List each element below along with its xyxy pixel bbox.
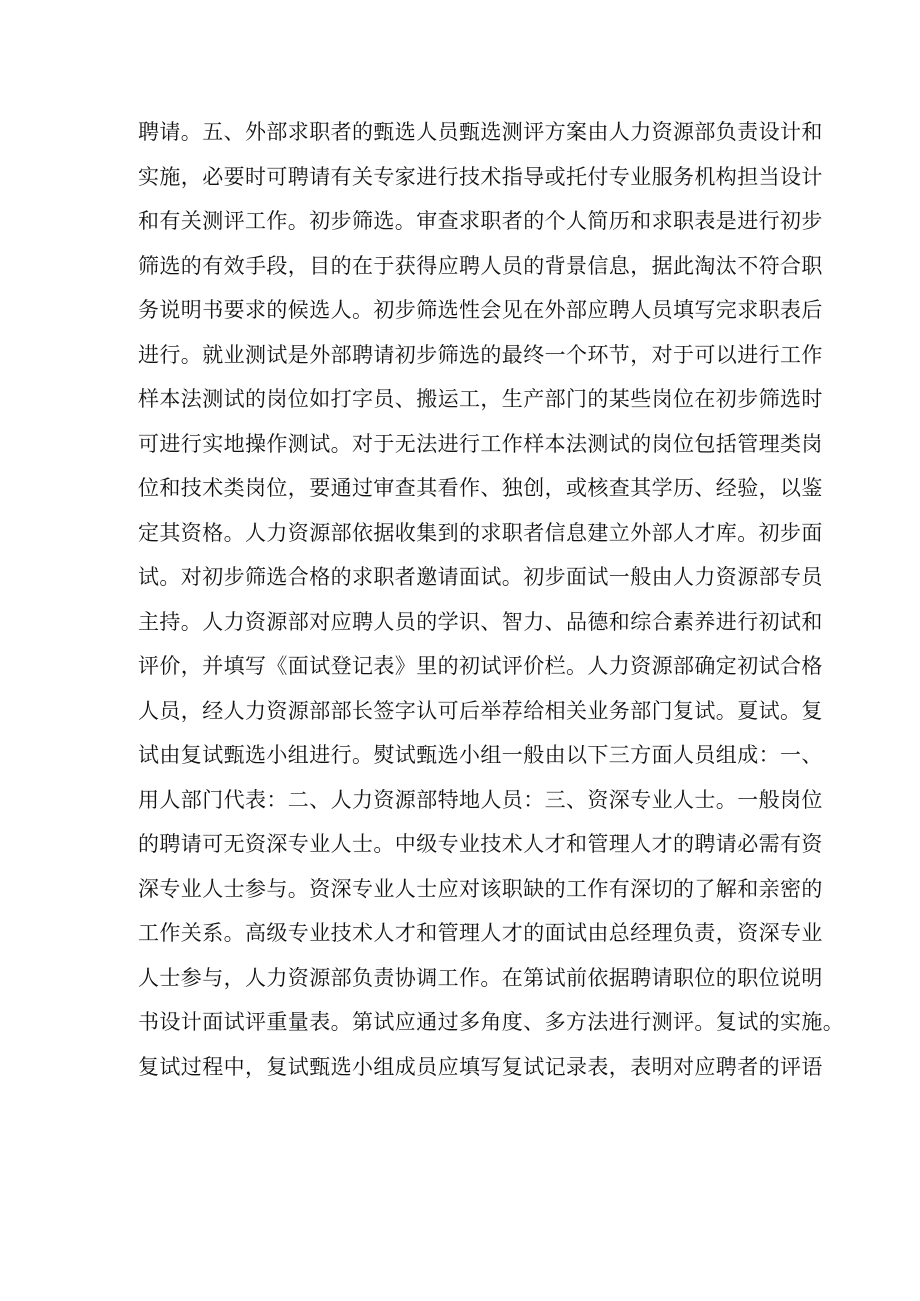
text-line: 复试过程中，复试甄选小组成员应填写复试记录表，表明对应聘者的评语	[138, 1054, 823, 1079]
text-line: 人士参与，人力资源部负责协调工作。在第试前依据聘请职位的职位说明	[138, 965, 823, 990]
text-line: 书设计面试评重量表。第试应通过多角度、多方法进行测评。复试的实施。	[138, 1010, 845, 1034]
text-line: 样本法测试的岗位如打字员、搬运工，生产部门的某些岗位在初步筛选时	[138, 387, 823, 411]
text-line: 人员，经人力资源部部长签字认可后举荐给相关业务部门复试。夏试。复	[138, 698, 823, 723]
text-line: 用人部门代表：二、人力资源部特地人员：三、资深专业人士。一般岗位	[138, 787, 823, 812]
text-line: 定其资格。人力资源部依据收集到的求职者信息建立外部人才库。初步面	[138, 520, 823, 545]
text-line: 可进行实地操作测试。对于无法进行工作样本法测试的岗位包括管理类岗	[138, 431, 823, 456]
body-text	[138, 110, 845, 1089]
text-line: 筛选的有效手段，目的在于获得应聘人员的背景信息，据此淘汰不符合职	[138, 253, 823, 278]
text-line: 和有关测评工作。初步筛选。审查求职者的个人简历和求职表是进行初步	[138, 209, 823, 233]
text-line: 试由复试甄选小组进行。熨试甄选小组一般由以下三方面人员组成：一、	[138, 743, 823, 767]
text-line: 评价，并填写《面试登记表》里的初试评价栏。人力资源部确定初试合格	[138, 654, 823, 678]
text-line: 工作关系。高级专业技术人才和管理人才的面试由总经理负责，资深专业	[138, 921, 823, 945]
text-line: 试。对初步筛选合格的求职者邀请面试。初步面试一般由人力资源部专员	[138, 565, 823, 589]
text-line: 实施，必要时可聘请有关专家进行技术指导或托付专业服务机构担当设计	[138, 164, 823, 189]
text-line: 深专业人士参与。资深专业人士应对该职缺的工作有深切的了解和亲密的	[138, 876, 823, 901]
text-line: 务说明书要求的候选人。初步筛选性会见在外部应聘人员填写完求职表后	[138, 298, 823, 322]
text-line: 进行。就业测试是外部聘请初步筛选的最终一个环节，对于可以进行工作	[138, 342, 823, 367]
text-line: 的聘请可无资深专业人士。中级专业技术人才和管理人才的聘请必需有资	[138, 832, 823, 856]
text-line: 位和技术类岗位，要通过审查其看作、独创，或核查其学历、经验，以鉴	[138, 476, 823, 500]
text-line: 主持。人力资源部对应聘人员的学识、智力、品德和综合素养进行初试和	[138, 609, 823, 634]
text-line: 聘请。五、外部求职者的甄选人员甄选测评方案由人力资源部负责设计和	[138, 120, 823, 144]
